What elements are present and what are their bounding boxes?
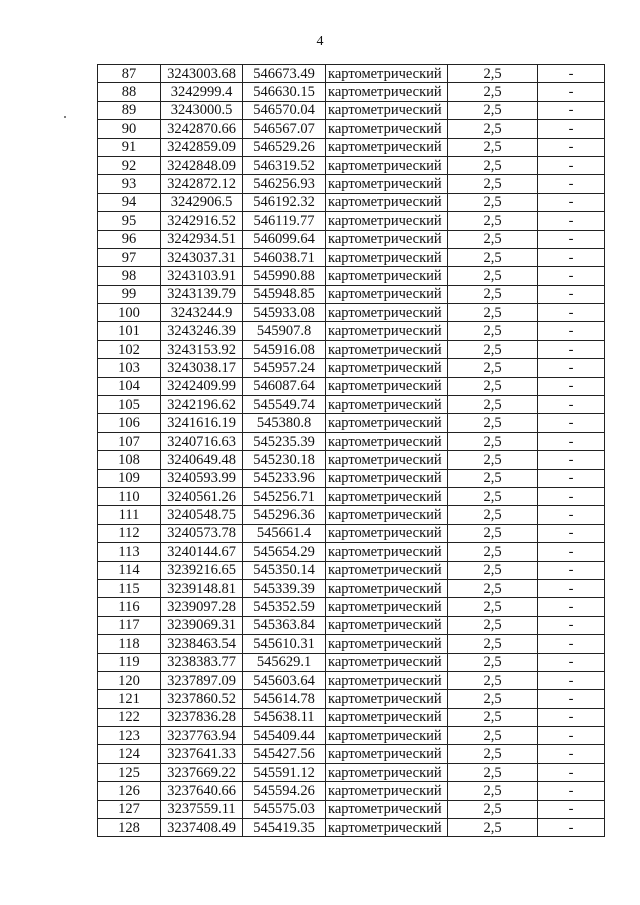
point-number-cell: 100 xyxy=(98,304,161,322)
y-coordinate-cell: 545933.08 xyxy=(243,304,326,322)
method-cell: картометрический xyxy=(326,763,448,781)
accuracy-cell: 2,5 xyxy=(448,285,538,303)
table-row xyxy=(98,653,605,671)
table-row xyxy=(98,708,605,726)
method-cell: картометрический xyxy=(326,212,448,230)
method-cell: картометрический xyxy=(326,193,448,211)
x-coordinate-cell: 3243037.31 xyxy=(161,248,243,266)
table-row xyxy=(98,285,605,303)
y-coordinate-cell: 546319.52 xyxy=(243,156,326,174)
y-coordinate-cell: 545380.8 xyxy=(243,414,326,432)
y-coordinate-cell: 545948.85 xyxy=(243,285,326,303)
description-cell: - xyxy=(538,524,605,542)
point-number-cell: 108 xyxy=(98,451,161,469)
table-row xyxy=(98,212,605,230)
x-coordinate-cell: 3238463.54 xyxy=(161,635,243,653)
table-row xyxy=(98,101,605,119)
method-cell: картометрический xyxy=(326,322,448,340)
method-cell: картометрический xyxy=(326,543,448,561)
point-number-cell: 98 xyxy=(98,267,161,285)
table-row xyxy=(98,359,605,377)
x-coordinate-cell: 3238383.77 xyxy=(161,653,243,671)
description-cell: - xyxy=(538,101,605,119)
y-coordinate-cell: 546567.07 xyxy=(243,120,326,138)
y-coordinate-cell: 545419.35 xyxy=(243,819,326,837)
y-coordinate-cell: 545661.4 xyxy=(243,524,326,542)
method-cell: картометрический xyxy=(326,101,448,119)
y-coordinate-cell: 545610.31 xyxy=(243,635,326,653)
x-coordinate-cell: 3237897.09 xyxy=(161,671,243,689)
method-cell: картометрический xyxy=(326,138,448,156)
x-coordinate-cell: 3243244.9 xyxy=(161,304,243,322)
point-number-cell: 121 xyxy=(98,690,161,708)
y-coordinate-cell: 545594.26 xyxy=(243,782,326,800)
description-cell: - xyxy=(538,800,605,818)
y-coordinate-cell: 545350.14 xyxy=(243,561,326,579)
method-cell: картометрический xyxy=(326,377,448,395)
description-cell: - xyxy=(538,469,605,487)
method-cell: картометрический xyxy=(326,83,448,101)
x-coordinate-cell: 3243103.91 xyxy=(161,267,243,285)
point-number-cell: 119 xyxy=(98,653,161,671)
accuracy-cell: 2,5 xyxy=(448,708,538,726)
y-coordinate-cell: 545409.44 xyxy=(243,727,326,745)
accuracy-cell: 2,5 xyxy=(448,396,538,414)
description-cell: - xyxy=(538,782,605,800)
accuracy-cell: 2,5 xyxy=(448,598,538,616)
method-cell: картометрический xyxy=(326,359,448,377)
y-coordinate-cell: 545575.03 xyxy=(243,800,326,818)
table-row xyxy=(98,782,605,800)
x-coordinate-cell: 3240561.26 xyxy=(161,487,243,505)
method-cell: картометрический xyxy=(326,800,448,818)
x-coordinate-cell: 3240144.67 xyxy=(161,543,243,561)
x-coordinate-cell: 3240716.63 xyxy=(161,432,243,450)
y-coordinate-cell: 546192.32 xyxy=(243,193,326,211)
point-number-cell: 94 xyxy=(98,193,161,211)
description-cell: - xyxy=(538,193,605,211)
y-coordinate-cell: 545339.39 xyxy=(243,579,326,597)
accuracy-cell: 2,5 xyxy=(448,487,538,505)
x-coordinate-cell: 3242848.09 xyxy=(161,156,243,174)
accuracy-cell: 2,5 xyxy=(448,267,538,285)
x-coordinate-cell: 3242916.52 xyxy=(161,212,243,230)
description-cell: - xyxy=(538,322,605,340)
x-coordinate-cell: 3237640.66 xyxy=(161,782,243,800)
point-number-cell: 110 xyxy=(98,487,161,505)
description-cell: - xyxy=(538,671,605,689)
table-row xyxy=(98,745,605,763)
point-number-cell: 114 xyxy=(98,561,161,579)
x-coordinate-cell: 3243246.39 xyxy=(161,322,243,340)
y-coordinate-cell: 545629.1 xyxy=(243,653,326,671)
accuracy-cell: 2,5 xyxy=(448,377,538,395)
accuracy-cell: 2,5 xyxy=(448,763,538,781)
point-number-cell: 106 xyxy=(98,414,161,432)
description-cell: - xyxy=(538,708,605,726)
accuracy-cell: 2,5 xyxy=(448,616,538,634)
description-cell: - xyxy=(538,175,605,193)
y-coordinate-cell: 545352.59 xyxy=(243,598,326,616)
description-cell: - xyxy=(538,561,605,579)
accuracy-cell: 2,5 xyxy=(448,524,538,542)
x-coordinate-cell: 3237641.33 xyxy=(161,745,243,763)
y-coordinate-cell: 546099.64 xyxy=(243,230,326,248)
point-number-cell: 117 xyxy=(98,616,161,634)
x-coordinate-cell: 3242934.51 xyxy=(161,230,243,248)
accuracy-cell: 2,5 xyxy=(448,304,538,322)
table-row xyxy=(98,506,605,524)
description-cell: - xyxy=(538,543,605,561)
x-coordinate-cell: 3242906.5 xyxy=(161,193,243,211)
table-row xyxy=(98,396,605,414)
y-coordinate-cell: 546673.49 xyxy=(243,65,326,83)
method-cell: картометрический xyxy=(326,745,448,763)
description-cell: - xyxy=(538,598,605,616)
point-number-cell: 113 xyxy=(98,543,161,561)
accuracy-cell: 2,5 xyxy=(448,340,538,358)
method-cell: картометрический xyxy=(326,506,448,524)
x-coordinate-cell: 3242872.12 xyxy=(161,175,243,193)
description-cell: - xyxy=(538,212,605,230)
y-coordinate-cell: 545235.39 xyxy=(243,432,326,450)
description-cell: - xyxy=(538,230,605,248)
point-number-cell: 115 xyxy=(98,579,161,597)
method-cell: картометрический xyxy=(326,469,448,487)
y-coordinate-cell: 545957.24 xyxy=(243,359,326,377)
point-number-cell: 126 xyxy=(98,782,161,800)
method-cell: картометрический xyxy=(326,782,448,800)
accuracy-cell: 2,5 xyxy=(448,101,538,119)
description-cell: - xyxy=(538,414,605,432)
x-coordinate-cell: 3237860.52 xyxy=(161,690,243,708)
table-row xyxy=(98,322,605,340)
description-cell: - xyxy=(538,487,605,505)
accuracy-cell: 2,5 xyxy=(448,156,538,174)
table-row xyxy=(98,800,605,818)
method-cell: картометрический xyxy=(326,708,448,726)
method-cell: картометрический xyxy=(326,248,448,266)
x-coordinate-cell: 3243000.5 xyxy=(161,101,243,119)
method-cell: картометрический xyxy=(326,304,448,322)
table-row xyxy=(98,156,605,174)
method-cell: картометрический xyxy=(326,819,448,837)
table-row xyxy=(98,671,605,689)
method-cell: картометрический xyxy=(326,690,448,708)
accuracy-cell: 2,5 xyxy=(448,671,538,689)
table-row xyxy=(98,579,605,597)
method-cell: картометрический xyxy=(326,487,448,505)
accuracy-cell: 2,5 xyxy=(448,819,538,837)
accuracy-cell: 2,5 xyxy=(448,653,538,671)
description-cell: - xyxy=(538,138,605,156)
method-cell: картометрический xyxy=(326,65,448,83)
table-row xyxy=(98,432,605,450)
table-row xyxy=(98,561,605,579)
y-coordinate-cell: 545427.56 xyxy=(243,745,326,763)
x-coordinate-cell: 3243038.17 xyxy=(161,359,243,377)
y-coordinate-cell: 545230.18 xyxy=(243,451,326,469)
y-coordinate-cell: 545654.29 xyxy=(243,543,326,561)
y-coordinate-cell: 546529.26 xyxy=(243,138,326,156)
table-row xyxy=(98,524,605,542)
accuracy-cell: 2,5 xyxy=(448,65,538,83)
description-cell: - xyxy=(538,267,605,285)
table-row xyxy=(98,451,605,469)
x-coordinate-cell: 3243153.92 xyxy=(161,340,243,358)
accuracy-cell: 2,5 xyxy=(448,451,538,469)
x-coordinate-cell: 3237669.22 xyxy=(161,763,243,781)
method-cell: картометрический xyxy=(326,579,448,597)
accuracy-cell: 2,5 xyxy=(448,543,538,561)
page-number: 4 xyxy=(316,34,324,49)
x-coordinate-cell: 3239148.81 xyxy=(161,579,243,597)
point-number-cell: 128 xyxy=(98,819,161,837)
x-coordinate-cell: 3237559.11 xyxy=(161,800,243,818)
point-number-cell: 99 xyxy=(98,285,161,303)
point-number-cell: 95 xyxy=(98,212,161,230)
description-cell: - xyxy=(538,616,605,634)
point-number-cell: 90 xyxy=(98,120,161,138)
point-number-cell: 91 xyxy=(98,138,161,156)
method-cell: картометрический xyxy=(326,635,448,653)
table-row xyxy=(98,543,605,561)
x-coordinate-cell: 3242859.09 xyxy=(161,138,243,156)
table-row xyxy=(98,230,605,248)
point-number-cell: 107 xyxy=(98,432,161,450)
accuracy-cell: 2,5 xyxy=(448,414,538,432)
y-coordinate-cell: 545603.64 xyxy=(243,671,326,689)
x-coordinate-cell: 3237836.28 xyxy=(161,708,243,726)
accuracy-cell: 2,5 xyxy=(448,248,538,266)
y-coordinate-cell: 546630.15 xyxy=(243,83,326,101)
point-number-cell: 92 xyxy=(98,156,161,174)
point-number-cell: 127 xyxy=(98,800,161,818)
accuracy-cell: 2,5 xyxy=(448,727,538,745)
y-coordinate-cell: 546256.93 xyxy=(243,175,326,193)
point-number-cell: 93 xyxy=(98,175,161,193)
x-coordinate-cell: 3242409.99 xyxy=(161,377,243,395)
method-cell: картометрический xyxy=(326,156,448,174)
point-number-cell: 96 xyxy=(98,230,161,248)
x-coordinate-cell: 3237763.94 xyxy=(161,727,243,745)
accuracy-cell: 2,5 xyxy=(448,690,538,708)
y-coordinate-cell: 546038.71 xyxy=(243,248,326,266)
x-coordinate-cell: 3239069.31 xyxy=(161,616,243,634)
method-cell: картометрический xyxy=(326,432,448,450)
point-number-cell: 97 xyxy=(98,248,161,266)
point-number-cell: 123 xyxy=(98,727,161,745)
method-cell: картометрический xyxy=(326,451,448,469)
accuracy-cell: 2,5 xyxy=(448,432,538,450)
point-number-cell: 88 xyxy=(98,83,161,101)
x-coordinate-cell: 3243139.79 xyxy=(161,285,243,303)
method-cell: картометрический xyxy=(326,561,448,579)
y-coordinate-cell: 545907.8 xyxy=(243,322,326,340)
description-cell: - xyxy=(538,579,605,597)
table-row xyxy=(98,248,605,266)
point-number-cell: 124 xyxy=(98,745,161,763)
x-coordinate-cell: 3239216.65 xyxy=(161,561,243,579)
table-row xyxy=(98,65,605,83)
table-row xyxy=(98,304,605,322)
description-cell: - xyxy=(538,248,605,266)
table-row xyxy=(98,598,605,616)
method-cell: картометрический xyxy=(326,671,448,689)
table-row xyxy=(98,414,605,432)
table-row xyxy=(98,819,605,837)
y-coordinate-cell: 545916.08 xyxy=(243,340,326,358)
y-coordinate-cell: 545614.78 xyxy=(243,690,326,708)
accuracy-cell: 2,5 xyxy=(448,782,538,800)
y-coordinate-cell: 546570.04 xyxy=(243,101,326,119)
accuracy-cell: 2,5 xyxy=(448,83,538,101)
method-cell: картометрический xyxy=(326,175,448,193)
accuracy-cell: 2,5 xyxy=(448,561,538,579)
accuracy-cell: 2,5 xyxy=(448,120,538,138)
point-number-cell: 103 xyxy=(98,359,161,377)
description-cell: - xyxy=(538,65,605,83)
x-coordinate-cell: 3243003.68 xyxy=(161,65,243,83)
method-cell: картометрический xyxy=(326,120,448,138)
scan-speck xyxy=(64,116,66,118)
table-row xyxy=(98,193,605,211)
y-coordinate-cell: 545990.88 xyxy=(243,267,326,285)
accuracy-cell: 2,5 xyxy=(448,745,538,763)
table-row xyxy=(98,138,605,156)
x-coordinate-cell: 3239097.28 xyxy=(161,598,243,616)
description-cell: - xyxy=(538,451,605,469)
x-coordinate-cell: 3240649.48 xyxy=(161,451,243,469)
y-coordinate-cell: 546087.64 xyxy=(243,377,326,395)
x-coordinate-cell: 3242870.66 xyxy=(161,120,243,138)
method-cell: картометрический xyxy=(326,524,448,542)
method-cell: картометрический xyxy=(326,727,448,745)
method-cell: картометрический xyxy=(326,230,448,248)
method-cell: картометрический xyxy=(326,285,448,303)
description-cell: - xyxy=(538,635,605,653)
x-coordinate-cell: 3242196.62 xyxy=(161,396,243,414)
y-coordinate-cell: 545549.74 xyxy=(243,396,326,414)
table-row xyxy=(98,120,605,138)
x-coordinate-cell: 3240548.75 xyxy=(161,506,243,524)
y-coordinate-cell: 545363.84 xyxy=(243,616,326,634)
method-cell: картометрический xyxy=(326,653,448,671)
table-row xyxy=(98,340,605,358)
description-cell: - xyxy=(538,120,605,138)
y-coordinate-cell: 545638.11 xyxy=(243,708,326,726)
description-cell: - xyxy=(538,377,605,395)
accuracy-cell: 2,5 xyxy=(448,175,538,193)
description-cell: - xyxy=(538,690,605,708)
accuracy-cell: 2,5 xyxy=(448,359,538,377)
table-row xyxy=(98,487,605,505)
accuracy-cell: 2,5 xyxy=(448,193,538,211)
table-row xyxy=(98,377,605,395)
accuracy-cell: 2,5 xyxy=(448,635,538,653)
point-number-cell: 109 xyxy=(98,469,161,487)
description-cell: - xyxy=(538,506,605,524)
accuracy-cell: 2,5 xyxy=(448,212,538,230)
point-number-cell: 125 xyxy=(98,763,161,781)
description-cell: - xyxy=(538,396,605,414)
accuracy-cell: 2,5 xyxy=(448,469,538,487)
description-cell: - xyxy=(538,340,605,358)
point-number-cell: 116 xyxy=(98,598,161,616)
table-row xyxy=(98,267,605,285)
y-coordinate-cell: 545591.12 xyxy=(243,763,326,781)
y-coordinate-cell: 546119.77 xyxy=(243,212,326,230)
description-cell: - xyxy=(538,727,605,745)
y-coordinate-cell: 545233.96 xyxy=(243,469,326,487)
x-coordinate-cell: 3242999.4 xyxy=(161,83,243,101)
accuracy-cell: 2,5 xyxy=(448,230,538,248)
table-row xyxy=(98,616,605,634)
x-coordinate-cell: 3240573.78 xyxy=(161,524,243,542)
table-row xyxy=(98,635,605,653)
method-cell: картометрический xyxy=(326,616,448,634)
coordinates-table-body xyxy=(98,65,605,837)
point-number-cell: 105 xyxy=(98,396,161,414)
x-coordinate-cell: 3240593.99 xyxy=(161,469,243,487)
point-number-cell: 89 xyxy=(98,101,161,119)
method-cell: картометрический xyxy=(326,267,448,285)
description-cell: - xyxy=(538,763,605,781)
table-row xyxy=(98,175,605,193)
point-number-cell: 104 xyxy=(98,377,161,395)
description-cell: - xyxy=(538,432,605,450)
description-cell: - xyxy=(538,359,605,377)
table-row xyxy=(98,83,605,101)
point-number-cell: 102 xyxy=(98,340,161,358)
accuracy-cell: 2,5 xyxy=(448,138,538,156)
point-number-cell: 87 xyxy=(98,65,161,83)
description-cell: - xyxy=(538,156,605,174)
table-row xyxy=(98,469,605,487)
method-cell: картометрический xyxy=(326,340,448,358)
description-cell: - xyxy=(538,653,605,671)
description-cell: - xyxy=(538,285,605,303)
x-coordinate-cell: 3237408.49 xyxy=(161,819,243,837)
point-number-cell: 112 xyxy=(98,524,161,542)
point-number-cell: 118 xyxy=(98,635,161,653)
accuracy-cell: 2,5 xyxy=(448,800,538,818)
description-cell: - xyxy=(538,745,605,763)
y-coordinate-cell: 545296.36 xyxy=(243,506,326,524)
table-row xyxy=(98,690,605,708)
point-number-cell: 122 xyxy=(98,708,161,726)
description-cell: - xyxy=(538,83,605,101)
accuracy-cell: 2,5 xyxy=(448,579,538,597)
point-number-cell: 111 xyxy=(98,506,161,524)
description-cell: - xyxy=(538,304,605,322)
table-row xyxy=(98,763,605,781)
x-coordinate-cell: 3241616.19 xyxy=(161,414,243,432)
method-cell: картометрический xyxy=(326,414,448,432)
coordinates-table xyxy=(97,64,605,837)
point-number-cell: 120 xyxy=(98,671,161,689)
description-cell: - xyxy=(538,819,605,837)
point-number-cell: 101 xyxy=(98,322,161,340)
accuracy-cell: 2,5 xyxy=(448,506,538,524)
y-coordinate-cell: 545256.71 xyxy=(243,487,326,505)
method-cell: картометрический xyxy=(326,598,448,616)
method-cell: картометрический xyxy=(326,396,448,414)
accuracy-cell: 2,5 xyxy=(448,322,538,340)
table-row xyxy=(98,727,605,745)
